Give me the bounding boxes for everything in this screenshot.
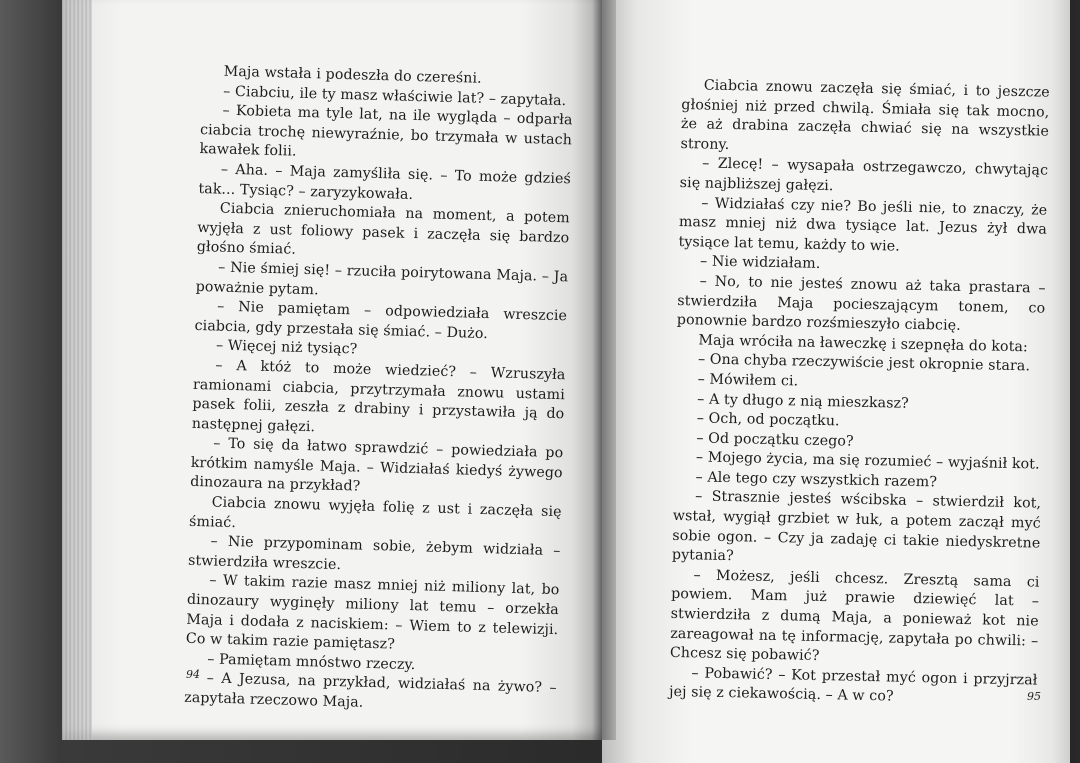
paragraph: – Ona chyba rzeczywiście jest okropnie stara.: [697, 351, 1031, 375]
paragraph: – A ty długo z nią mieszkasz?: [697, 390, 910, 412]
page-edges: [62, 0, 92, 740]
paragraph: – No, to nie jesteś znowu aż taka prastara – stwierdziła Maja pocieszającym tonem, co ponownie bardzo rozśmieszyło ciabcię.: [676, 273, 1046, 335]
open-book: [62, 0, 1070, 763]
paragraph: Ciabcia znieruchomiała na moment, a potem wyjęła z ust foliowy pasek i zaczęła się bardzo głośno śmiać.: [196, 200, 570, 259]
page-number: 95: [1027, 690, 1041, 703]
paragraph: – Kobieta ma tyle lat, na ile wygląda – odparła ciabcia trochę niewyraźnie, bo trzymała w ustach kawałek folii.: [199, 102, 573, 161]
page-number: 94: [186, 668, 200, 681]
left-page-text: [184, 62, 574, 719]
paragraph: – Pobawić? – Kot przestał myć ogon i przyjrzał jej się z ciekawością. – A w co?: [668, 665, 1038, 705]
paragraph: – Zlecę! – wysapała ostrzegawczo, chwytając się najbliższej gałęzi.: [679, 155, 1049, 195]
paragraph: – To się da łatwo sprawdzić – powiedziała po krótkim namyśle Maja. – Widziałaś kiedyś żywego dinozaura na przykład?: [190, 435, 564, 496]
paragraph: Maja wróciła na ławeczkę i szepnęła do kota:: [698, 332, 1029, 356]
paragraph: – Strasznie jesteś wścibska – stwierdził kot, wstał, wygiął grzbiet w łuk, a potem zaczął myć sobie ogon. – Czy ja zadaję ci takie niedyskretne pytania?: [671, 488, 1042, 565]
paragraph: – Więcej niż tysiąc?: [215, 337, 358, 358]
paragraph: – Och, od początku.: [696, 410, 840, 430]
paragraph: – Nie widziałam.: [699, 253, 821, 273]
paragraph: – Aha. – Maja zamyśliła się. – To może gdzieś tak... Tysiąc? – zaryzykowała.: [198, 161, 572, 203]
paragraph: Maja wstała i podeszła do czereśni.: [223, 63, 482, 87]
paragraph: – Mówiłem ci.: [697, 371, 799, 390]
paragraph: – Widziałaś czy nie? Bo jeśli nie, to znaczy, że masz mniej niż dwa tysiące lat. Jezus żył dwa tysiące lat temu, każdy to wie.: [678, 194, 1048, 255]
paragraph: – Ale tego czy wszystkich razem?: [695, 469, 938, 491]
paragraph: – Od początku czego?: [696, 430, 854, 450]
paragraph: – A któż to może wiedzieć? – Wzruszyła ramionami ciabcia, przytrzymała znowu ustami pasek folii, zeszła z drabiny i przystawiła ją do następnej gałęzi.: [191, 357, 566, 435]
paragraph: – Pamiętam mnóstwo rzeczy.: [207, 651, 416, 674]
right-page: [602, 0, 1070, 763]
paragraph: – Nie przypominam sobie, żebym widziała – stwierdziła wreszcie.: [187, 533, 561, 573]
left-page: [62, 0, 602, 740]
paragraph: – Mojego życia, ma się rozumieć – wyjaśnił kot.: [695, 449, 1040, 473]
paragraph: – Możesz, jeśli chcesz. Zresztą sama ci powiem. Mam już prawie dziewięć lat – stwierdziła z dumą Maja, a ponieważ kot nie zareagował na tę informację, zapytała po chwili: – Chcesz się pobawić?: [669, 567, 1040, 665]
paragraph: – Ciabciu, ile ty masz właściwie lat? – zapytała.: [222, 83, 567, 109]
paragraph: Ciabcia znowu zaczęła się śmiać, i to jeszcze głośniej niż przed chwilą. Śmiała się tak mocno, że aż drabina zaczęła chwiać się na wszystkie strony.: [680, 77, 1050, 153]
right-page-text: [669, 76, 1050, 711]
paragraph: – Nie pamiętam – odpowiedziała wreszcie ciabcia, gdy przestała się śmiać. – Dużo.: [194, 298, 568, 342]
paragraph: – W takim razie masz mniej niż miliony lat, bo dinozaury wyginęły miliony lat temu – orzekła Maja i dodała z naciskiem: – Wiem to z telewizji. Co w takim razie pamiętasz?: [185, 572, 560, 653]
paragraph: – Nie śmiej się! – rzuciła poirytowana Maja. – Ja poważnie pytam.: [195, 259, 569, 298]
paragraph: – A Jezusa, na przykład, widziałaś na żywo? – zapytała rzeczowo Maja.: [184, 670, 557, 711]
paragraph: Ciabcia znowu wyjęła folię z ust i zaczęła się śmiać.: [188, 494, 562, 531]
